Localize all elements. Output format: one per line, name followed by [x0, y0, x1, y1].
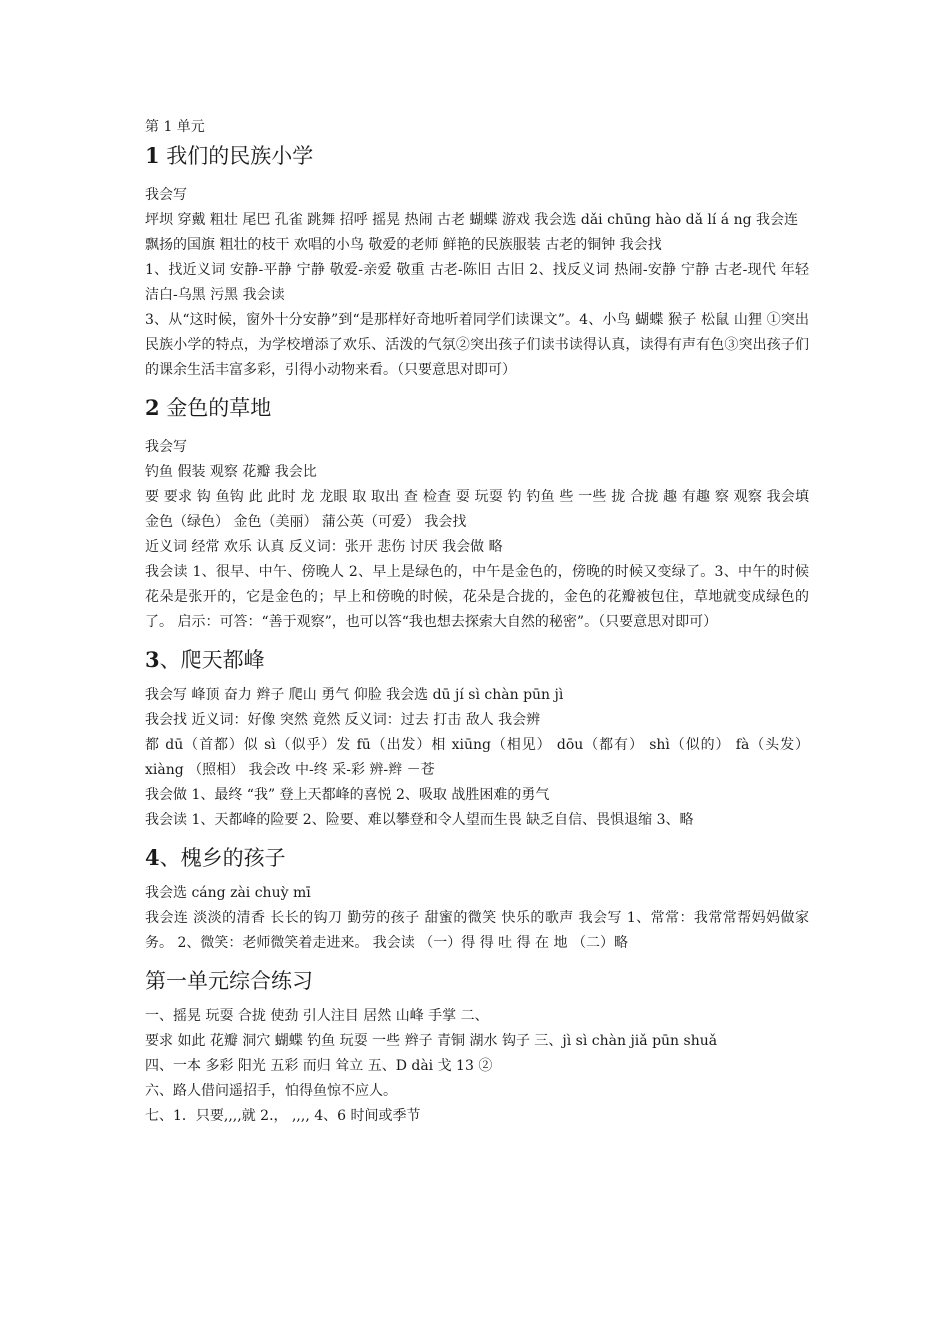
document-page [145, 117, 809, 1139]
unit-review [145, 966, 809, 1129]
unit-label: 第 1 单元 [145, 119, 205, 135]
lesson-2-paragraph: 钓鱼 假装 观察 花瓣 我会比 [145, 464, 317, 480]
lesson-1-paragraph: 3、从“这时候，窗外十分安静”到“是那样好奇地听着同学们读课文”。4、小鸟 蝴蝶 猴子 松鼠 山狸 ①突出民族小学的特点，为学校增添了欢乐、活泼的气氛②突出孩子们读书读得认真，读得有声有色③突出孩子们的课余生活丰富多彩，引得小动物来看。（只要意思对即可） [145, 312, 809, 378]
lesson-2-title: 2 金色的草地 [145, 395, 272, 420]
lesson-1-paragraph: 坪坝 穿戴 粗壮 尾巴 孔雀 跳舞 招呼 摇晃 热闹 古老 蝴蝶 游戏 我会选 dǎi chūng hào dǎ lí á ng 我会连 [145, 212, 799, 228]
lesson-1-title: 1 我们的民族小学 [145, 143, 314, 168]
lesson-1 [145, 141, 809, 383]
lesson-1-subheading: 我会写 [145, 187, 187, 203]
lesson-2-paragraph: 近义词 经常 欢乐 认真 反义词：张开 悲伤 讨厌 我会做 略 [145, 539, 503, 555]
lesson-3 [145, 645, 809, 833]
lesson-2-paragraph: 要 要求 钩 鱼钩 此 此时 龙 龙眼 取 取出 查 检查 耍 玩耍 钓 钓鱼 些 一些 拢 合拢 趣 有趣 察 观察 我会填 金色（绿色） 金色（美丽） 蒲公英（可爱） 我会找 [145, 489, 809, 530]
unit-review-paragraph: 六、路人借问遥招手，怕得鱼惊不应人。 [145, 1083, 397, 1099]
lesson-3-paragraph: 我会写 峰顶 奋力 辫子 爬山 勇气 仰脸 我会选 dū jí sì chàn pūn jì [145, 687, 564, 703]
lesson-2 [145, 393, 809, 635]
lesson-4-title: 4、槐乡的孩子 [145, 845, 286, 870]
lesson-3-paragraph: 我会找 近义词：好像 突然 竟然 反义词：过去 打击 敌人 我会辨 [145, 712, 541, 728]
lesson-4-paragraph: 我会选 cáng zài chuỳ mī [145, 885, 311, 901]
unit-review-paragraph: 七、1．只要,,,,就 2.， ,,,, 4、6 时间或季节 [145, 1108, 421, 1124]
lesson-2-subheading: 我会写 [145, 439, 187, 455]
unit-review-title: 第一单元综合练习 [145, 969, 313, 993]
unit-review-paragraph: 要求 如此 花瓣 洞穴 蝴蝶 钓鱼 玩耍 一些 辫子 青铜 湖水 钩子 三、jì sì chàn jiǎ pūn shuǎ [145, 1033, 718, 1049]
lesson-1-paragraph: 飘扬的国旗 粗壮的枝干 欢唱的小鸟 敬爱的老师 鲜艳的民族服装 古老的铜钟 我会找 [145, 237, 662, 253]
lesson-4-paragraph: 我会连 淡淡的清香 长长的钩刀 勤劳的孩子 甜蜜的微笑 快乐的歌声 我会写 1、常常：我常常帮妈妈做家务。 2、微笑：老师微笑着走进来。 我会读 （一）得 得 吐 得 在 地 （二）略 [145, 910, 809, 951]
unit-review-paragraph: 四、一本 多彩 阳光 五彩 而归 耸立 五、D dài 戈 13 ② [145, 1058, 493, 1074]
lesson-3-paragraph: 都 dū（首都）似 sì（似乎）发 fū（出发）相 xiūng（相见） dōu（都有） shì（似的） fà（头发） xiàng （照相） 我会改 中-终 采-彩 辨-辫 －苍 [145, 737, 809, 778]
lesson-2-paragraph: 我会读 1、很早、中午、傍晚人 2、早上是绿色的，中午是金色的，傍晚的时候又变绿了。3、中午的时候花朵是张开的，它是金色的；早上和傍晚的时候，花朵是合拢的，金色的花瓣被包住，草地就变成绿色的了。 启示：可答：“善于观察”，也可以答“我也想去探索大自然的秘密”。（只要意思对即可） [145, 564, 809, 630]
lesson-3-paragraph: 我会读 1、天都峰的险要 2、险要、难以攀登和令人望而生畏 缺乏自信、畏惧退缩 3、略 [145, 812, 694, 828]
unit-review-paragraph: 一、摇晃 玩耍 合拢 使劲 引人注目 居然 山峰 手掌 二、 [145, 1008, 489, 1024]
lesson-3-paragraph: 我会做 1、最终 “我” 登上天都峰的喜悦 2、吸取 战胜困难的勇气 [145, 787, 550, 803]
lesson-1-paragraph: 1、找近义词 安静-平静 宁静 敬爱-亲爱 敬重 古老-陈旧 古旧 2、找反义词 热闹-安静 宁静 古老-现代 年轻 洁白-乌黑 污黑 我会读 [145, 262, 809, 303]
lesson-4 [145, 843, 809, 956]
lesson-3-title: 3、爬天都峰 [145, 647, 265, 672]
